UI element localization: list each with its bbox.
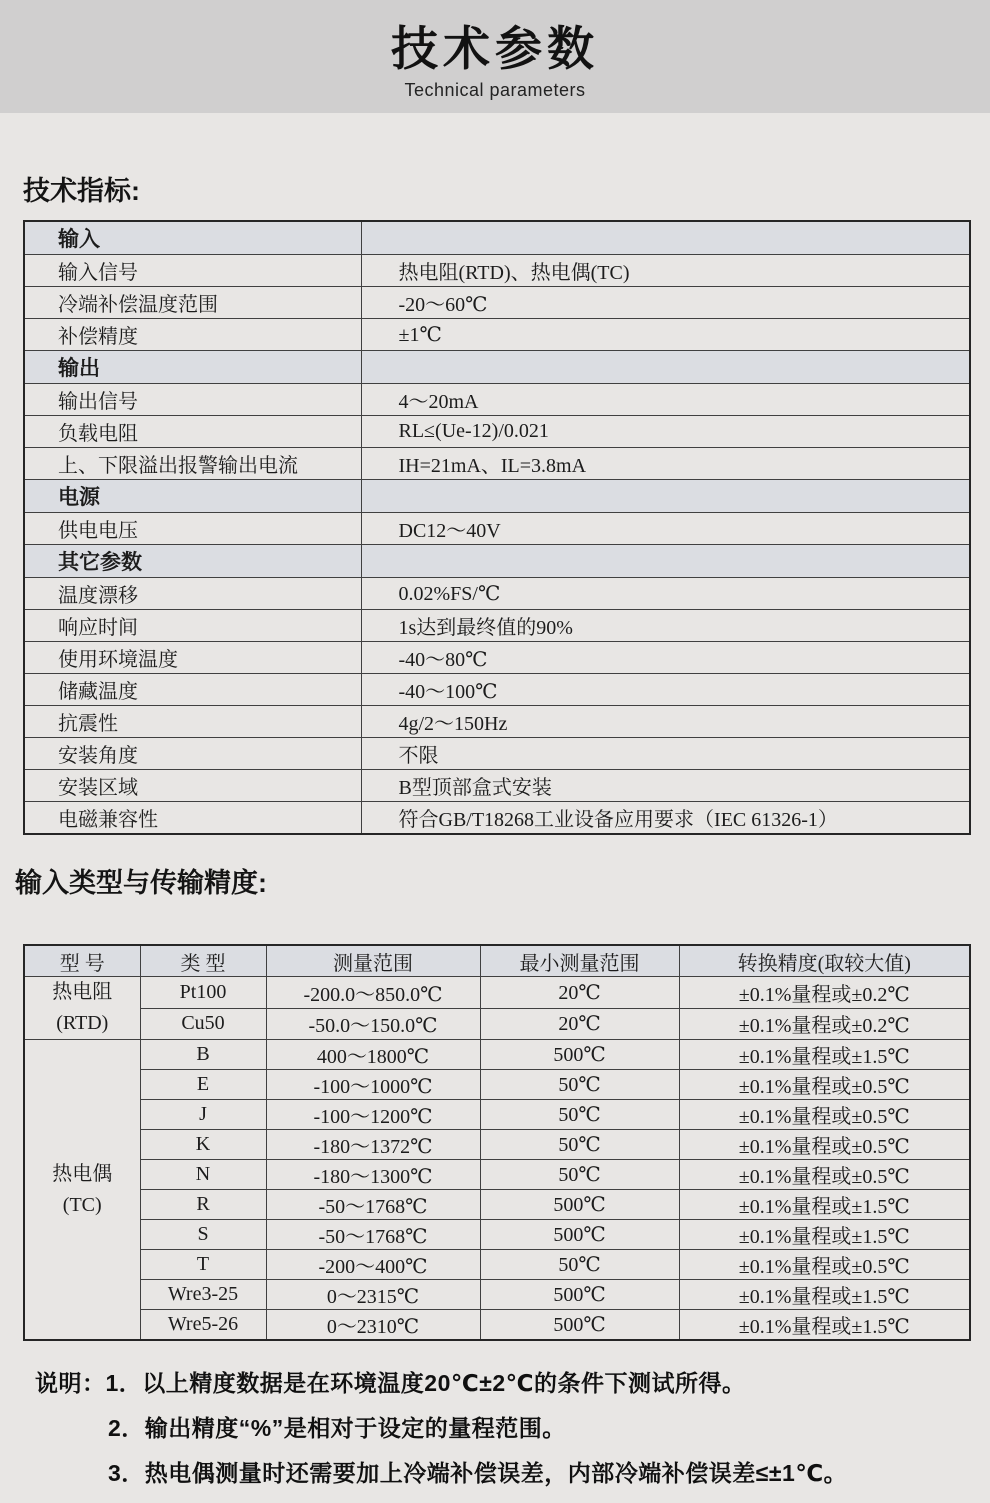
accuracy-section-heading: 输入类型与传输精度: <box>15 868 267 898</box>
min-range-cell: 50℃ <box>480 1100 679 1130</box>
measure-range-cell: -50～1768℃ <box>266 1190 480 1220</box>
accuracy-cell: ±0.1%量程或±0.2℃ <box>679 977 970 1009</box>
sensor-type-cell: N <box>140 1160 266 1190</box>
technical-spec-table <box>23 220 971 835</box>
spec-param-label: 储藏温度 <box>24 674 361 706</box>
column-header-min-range: 最小测量范围 <box>480 945 679 977</box>
spec-param-label: 安装区域 <box>24 770 361 802</box>
sensor-type-cell: T <box>140 1250 266 1280</box>
spec-section-label: 输出 <box>24 351 361 384</box>
spec-data-row <box>24 384 970 416</box>
spec-param-value: 4g/2～150Hz <box>361 706 970 738</box>
note-line-2: 2．输出精度“%”是相对于设定的量程范围。 <box>108 1415 566 1441</box>
spec-param-value: 符合GB/T18268工业设备应用要求（IEC 61326-1） <box>361 802 970 835</box>
spec-param-label: 使用环境温度 <box>24 642 361 674</box>
spec-param-value: -20～60℃ <box>361 287 970 319</box>
accuracy-cell: ±0.1%量程或±0.5℃ <box>679 1250 970 1280</box>
measure-range-cell: -200～400℃ <box>266 1250 480 1280</box>
spec-data-row <box>24 770 970 802</box>
spec-section-heading: 技术指标: <box>23 176 140 206</box>
accuracy-cell: ±0.1%量程或±1.5℃ <box>679 1310 970 1341</box>
spec-param-value: 不限 <box>361 738 970 770</box>
min-range-cell: 50℃ <box>480 1070 679 1100</box>
column-header-accuracy: 转换精度(取较大值) <box>679 945 970 977</box>
spec-section-empty-cell <box>361 221 970 255</box>
spec-data-row <box>24 287 970 319</box>
min-range-cell: 500℃ <box>480 1190 679 1220</box>
spec-param-label: 补偿精度 <box>24 319 361 351</box>
spec-param-value: -40～100℃ <box>361 674 970 706</box>
type-table-row <box>24 1100 970 1130</box>
spec-param-label: 输入信号 <box>24 255 361 287</box>
sensor-type-cell: B <box>140 1040 266 1070</box>
min-range-cell: 20℃ <box>480 1008 679 1040</box>
spec-param-label: 电磁兼容性 <box>24 802 361 835</box>
spec-data-row <box>24 610 970 642</box>
spec-param-label: 供电电压 <box>24 513 361 545</box>
spec-section-row <box>24 480 970 513</box>
page-banner <box>0 0 990 113</box>
column-header-type: 类 型 <box>140 945 266 977</box>
page-subtitle: Technical parameters <box>404 80 586 100</box>
spec-param-label: 响应时间 <box>24 610 361 642</box>
spec-data-row <box>24 674 970 706</box>
spec-section-empty-cell <box>361 545 970 578</box>
sensor-type-cell: Pt100 <box>140 977 266 1009</box>
accuracy-cell: ±0.1%量程或±0.5℃ <box>679 1130 970 1160</box>
spec-data-row <box>24 416 970 448</box>
note-line-1 <box>35 1368 990 1399</box>
accuracy-cell: ±0.1%量程或±0.5℃ <box>679 1160 970 1190</box>
spec-param-label: 安装角度 <box>24 738 361 770</box>
accuracy-cell: ±0.1%量程或±0.5℃ <box>679 1070 970 1100</box>
sensor-type-cell: K <box>140 1130 266 1160</box>
min-range-cell: 500℃ <box>480 1310 679 1341</box>
page-content <box>0 175 990 1489</box>
type-table-row <box>24 1190 970 1220</box>
measure-range-cell: -180～1372℃ <box>266 1130 480 1160</box>
spec-param-value: IH=21mA、IL=3.8mA <box>361 448 970 480</box>
sensor-type-cell: J <box>140 1100 266 1130</box>
spec-param-value: DC12～40V <box>361 513 970 545</box>
spec-param-value: 1s达到最终值的90% <box>361 610 970 642</box>
measure-range-cell: -50.0～150.0℃ <box>266 1008 480 1040</box>
spec-param-value: ±1℃ <box>361 319 970 351</box>
accuracy-cell: ±0.1%量程或±1.5℃ <box>679 1280 970 1310</box>
spec-data-row <box>24 255 970 287</box>
spec-param-label: 温度漂移 <box>24 578 361 610</box>
sensor-model-abbr: (RTD) <box>56 1012 109 1034</box>
measure-range-cell: -100～1200℃ <box>266 1100 480 1130</box>
measure-range-cell: -200.0～850.0℃ <box>266 977 480 1009</box>
accuracy-cell: ±0.1%量程或±0.2℃ <box>679 1008 970 1040</box>
spec-param-value: 热电阻(RTD)、热电偶(TC) <box>361 255 970 287</box>
spec-section-row <box>24 351 970 384</box>
spec-section-row <box>24 221 970 255</box>
notes-block <box>23 1368 990 1489</box>
spec-param-value: RL≤(Ue-12)/0.021 <box>361 416 970 448</box>
spec-data-row <box>24 319 970 351</box>
spec-section-label: 电源 <box>24 480 361 513</box>
spec-data-row <box>24 642 970 674</box>
accuracy-cell: ±0.1%量程或±1.5℃ <box>679 1040 970 1070</box>
spec-param-value: B型顶部盒式安装 <box>361 770 970 802</box>
spec-section-label: 其它参数 <box>24 545 361 578</box>
measure-range-cell: 0～2310℃ <box>266 1310 480 1341</box>
type-table-row <box>24 1070 970 1100</box>
note-line-3: 3．热电偶测量时还需要加上冷端补偿误差，内部冷端补偿误差≤±1℃。 <box>108 1460 848 1486</box>
type-table-row <box>24 1130 970 1160</box>
min-range-cell: 500℃ <box>480 1280 679 1310</box>
spec-param-value: 4～20mA <box>361 384 970 416</box>
type-table-row <box>24 1310 970 1341</box>
sensor-type-cell: E <box>140 1070 266 1100</box>
min-range-cell: 50℃ <box>480 1250 679 1280</box>
accuracy-cell: ±0.1%量程或±1.5℃ <box>679 1220 970 1250</box>
input-type-accuracy-table <box>23 944 971 1341</box>
min-range-cell: 50℃ <box>480 1130 679 1160</box>
measure-range-cell: -180～1300℃ <box>266 1160 480 1190</box>
sensor-model-cell <box>24 1040 140 1341</box>
column-header-range: 测量范围 <box>266 945 480 977</box>
sensor-type-cell: Wre3-25 <box>140 1280 266 1310</box>
column-header-model: 型 号 <box>24 945 140 977</box>
sensor-type-cell: R <box>140 1190 266 1220</box>
measure-range-cell: -50～1768℃ <box>266 1220 480 1250</box>
measure-range-cell: 400～1800℃ <box>266 1040 480 1070</box>
spec-param-label: 冷端补偿温度范围 <box>24 287 361 319</box>
sensor-type-cell: S <box>140 1220 266 1250</box>
spec-section-empty-cell <box>361 351 970 384</box>
type-table-row <box>24 1250 970 1280</box>
type-table-row <box>24 1220 970 1250</box>
spec-data-row <box>24 706 970 738</box>
page-title: 技术参数 <box>391 22 599 75</box>
type-table-row <box>24 1040 970 1070</box>
min-range-cell: 50℃ <box>480 1160 679 1190</box>
type-table-body <box>24 977 970 1341</box>
accuracy-cell: ±0.1%量程或±0.5℃ <box>679 1100 970 1130</box>
sensor-model-name: 热电偶 <box>52 1162 113 1185</box>
accuracy-cell: ±0.1%量程或±1.5℃ <box>679 1190 970 1220</box>
sensor-type-cell: Wre5-26 <box>140 1310 266 1341</box>
spec-data-row <box>24 578 970 610</box>
min-range-cell: 20℃ <box>480 977 679 1009</box>
spec-param-label: 负载电阻 <box>24 416 361 448</box>
type-table-row <box>24 1280 970 1310</box>
min-range-cell: 500℃ <box>480 1040 679 1070</box>
spec-param-value: 0.02%FS/℃ <box>361 578 970 610</box>
sensor-type-cell: Cu50 <box>140 1008 266 1040</box>
type-table-row <box>24 977 970 1009</box>
spec-param-label: 抗震性 <box>24 706 361 738</box>
sensor-model-cell <box>24 977 140 1040</box>
spec-data-row <box>24 738 970 770</box>
spec-data-row <box>24 448 970 480</box>
spec-param-label: 输出信号 <box>24 384 361 416</box>
note-text-1: 1．以上精度数据是在环境温度20℃±2℃的条件下测试所得。 <box>105 1370 746 1396</box>
spec-data-row <box>24 513 970 545</box>
spec-data-row <box>24 802 970 835</box>
type-table-row <box>24 1008 970 1040</box>
spec-section-label: 输入 <box>24 221 361 255</box>
sensor-model-name: 热电阻 <box>52 981 113 1003</box>
measure-range-cell: -100～1000℃ <box>266 1070 480 1100</box>
spec-section-empty-cell <box>361 480 970 513</box>
notes-prefix: 说明： <box>35 1370 106 1396</box>
measure-range-cell: 0～2315℃ <box>266 1280 480 1310</box>
spec-param-value: -40～80℃ <box>361 642 970 674</box>
type-table-header-row <box>24 945 970 977</box>
spec-section-row <box>24 545 970 578</box>
min-range-cell: 500℃ <box>480 1220 679 1250</box>
sensor-model-abbr: (TC) <box>62 1193 102 1216</box>
spec-table-body <box>24 221 970 834</box>
spec-param-label: 上、下限溢出报警输出电流 <box>24 448 361 480</box>
type-table-row <box>24 1160 970 1190</box>
